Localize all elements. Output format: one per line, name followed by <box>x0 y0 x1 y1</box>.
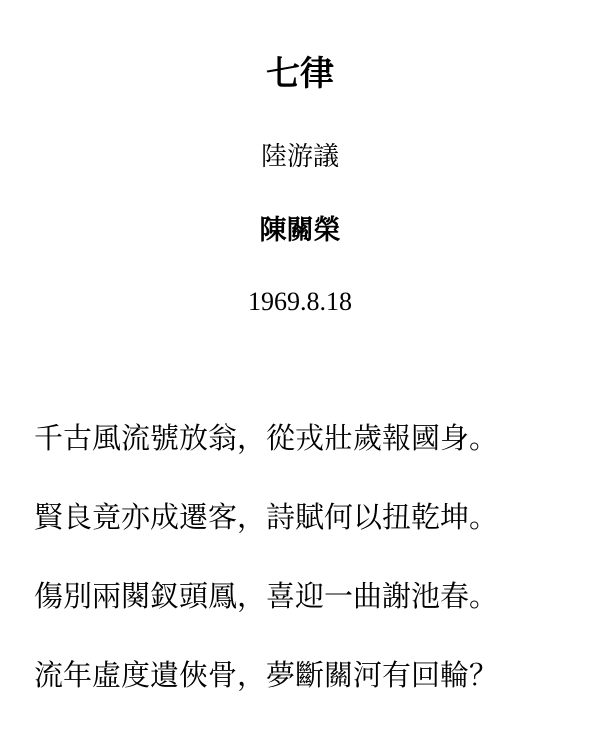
poem-subtitle: 陸游議 <box>260 142 339 172</box>
poem-line-4: 流年虛度遺俠骨，夢斷關河有回輪？ <box>34 658 499 692</box>
poem-date: 1969.8.18 <box>248 287 352 316</box>
poem-line-2: 賢良竟亦成遷客，詩賦何以扭乾坤。 <box>34 500 499 534</box>
poem-line-3: 傷別兩闋釵頭鳳，喜迎一曲謝池春。 <box>34 579 499 613</box>
poem-title: 七律 <box>266 54 334 94</box>
poem-author: 陳關榮 <box>259 215 341 246</box>
poem-line-1: 千古風流號放翁，從戎壯歲報國身。 <box>34 421 499 455</box>
poem-body <box>34 418 574 734</box>
